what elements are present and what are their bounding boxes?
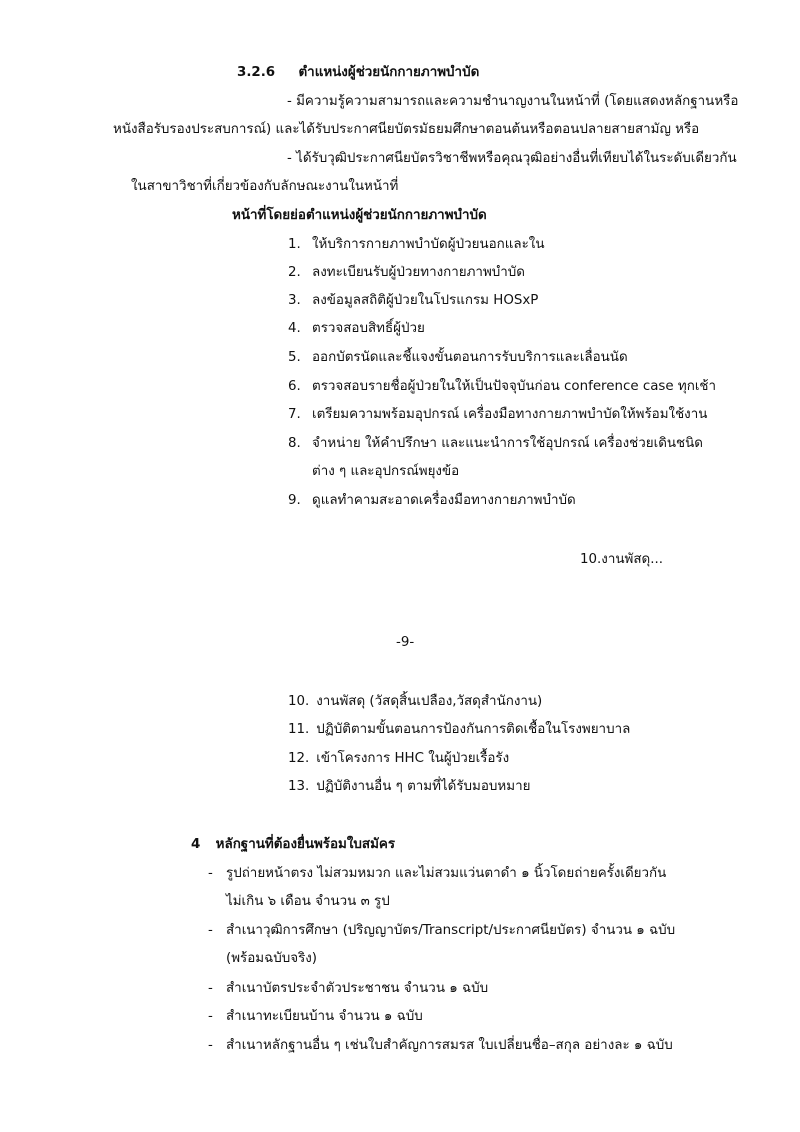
- list-item: [288, 492, 576, 510]
- list-item-number: 8.: [288, 436, 301, 451]
- list-item-text: ออกบัตรนัดและชี้แจงขั้นตอนการรับบริการและเลื่อนนัด: [312, 350, 628, 365]
- qualification-1-line-2: หนังสือรับรองประสบการณ์) และได้รับประกาศนียบัตรมัธยมศึกษาตอนต้นหรือตอนปลายสายสามัญ หรือ: [113, 122, 700, 137]
- list-item-text: ลงทะเบียนรับผู้ป่วยทางกายภาพบำบัด: [312, 265, 525, 280]
- list-item: [288, 236, 544, 254]
- list-item-number: 2.: [288, 265, 301, 280]
- bullet-dash: -: [208, 866, 213, 881]
- list-item-number: 12.: [288, 751, 310, 766]
- list-item-text: สำเนาวุฒิการศึกษา (ปริญญาบัตร/Transcript/ประกาศนียบัตร) จำนวน ๑ ฉบับ: [226, 923, 676, 938]
- list-item: [288, 264, 525, 282]
- list-item: [288, 750, 509, 768]
- list-item: [288, 406, 707, 424]
- duties-heading: หน้าที่โดยย่อตำแหน่งผู้ช่วยนักกายภาพบำบัด: [232, 208, 487, 223]
- list-item-text: รูปถ่ายหน้าตรง ไม่สวมหมวก และไม่สวมแว่นตาดำ ๑ นิ้วโดยถ่ายครั้งเดียวกัน: [226, 866, 667, 881]
- page-number: -9-: [396, 635, 415, 650]
- qualification-1-line-1: - มีความรู้ความสามารถและความชำนาญงานในหน้าที่ (โดยแสดงหลักฐานหรือ: [287, 94, 739, 109]
- list-item-number: 5.: [288, 350, 301, 365]
- list-item: [288, 349, 628, 367]
- list-item-text: งานพัสดุ (วัสดุสิ้นเปลือง,วัสดุสำนักงาน): [316, 694, 543, 709]
- list-item-text: เข้าโครงการ HHC ในผู้ป่วยเรื้อรัง: [316, 751, 510, 766]
- list-item-number: 9.: [288, 493, 301, 508]
- list-item-number: 6.: [288, 379, 301, 394]
- section-326-number: 3.2.6: [237, 65, 276, 80]
- section-4-number: 4: [191, 837, 201, 852]
- list-item: [208, 922, 675, 940]
- list-item-text: เตรียมความพร้อมอุปกรณ์ เครื่องมือทางกายภาพบำบัดให้พร้อมใช้งาน: [312, 407, 708, 422]
- list-item: [208, 865, 666, 883]
- list-item-number: 3.: [288, 293, 301, 308]
- list-item: [208, 1008, 423, 1026]
- list-item-number: 1.: [288, 237, 301, 252]
- list-item: [288, 435, 703, 453]
- qualification-2-line-2: ในสาขาวิชาที่เกี่ยวข้องกับลักษณะงานในหน้าที่: [131, 179, 399, 194]
- list-item-text: ตรวจสอบสิทธิ์ผู้ป่วย: [312, 321, 425, 336]
- section-4-title: หลักฐานที่ต้องยื่นพร้อมใบสมัคร: [215, 837, 396, 852]
- section-326-heading: [237, 64, 479, 82]
- list-item-continuation: ไม่เกิน ๖ เดือน จำนวน ๓ รูป: [226, 894, 390, 909]
- bullet-dash: -: [208, 1038, 213, 1053]
- list-item: [208, 1037, 673, 1055]
- list-item-number: 10.: [288, 694, 310, 709]
- list-item: [288, 292, 538, 310]
- list-item: [288, 320, 425, 338]
- list-item-text: สำเนาทะเบียนบ้าน จำนวน ๑ ฉบับ: [226, 1009, 423, 1024]
- list-item-text: สำเนาบัตรประจำตัวประชาชน จำนวน ๑ ฉบับ: [226, 981, 489, 996]
- list-item-text: ปฏิบัติตามขั้นตอนการป้องกันการติดเชื้อในโรงพยาบาล: [316, 722, 631, 737]
- bullet-dash: -: [208, 1009, 213, 1024]
- list-item: [288, 693, 542, 711]
- list-item: [288, 778, 530, 796]
- list-item-continuation: (พร้อมฉบับจริง): [226, 951, 318, 966]
- list-item-number: 13.: [288, 779, 310, 794]
- section-4-heading: [191, 836, 395, 854]
- list-item-number: 4.: [288, 321, 301, 336]
- list-item-text: ปฏิบัติงานอื่น ๆ ตามที่ได้รับมอบหมาย: [316, 779, 531, 794]
- list-item-text: จำหน่าย ให้คำปรึกษา และแนะนำการใช้อุปกรณ์ เครื่องช่วยเดินชนิด: [312, 436, 703, 451]
- bullet-dash: -: [208, 981, 213, 996]
- list-item-continuation: ต่าง ๆ และอุปกรณ์พยุงข้อ: [312, 464, 460, 479]
- list-item: [208, 980, 488, 998]
- list-item-number: 11.: [288, 722, 310, 737]
- bullet-dash: -: [208, 923, 213, 938]
- section-326-title: ตำแหน่งผู้ช่วยนักกายภาพบำบัด: [298, 65, 480, 80]
- list-item-text: ให้บริการกายภาพบำบัดผู้ป่วยนอกและใน: [312, 237, 545, 252]
- qualification-2-line-1: - ได้รับวุฒิประกาศนียบัตรวิชาชีพหรือคุณวุฒิอย่างอื่นที่เทียบได้ในระดับเดียวกัน: [287, 151, 737, 166]
- list-item-text: ดูแลทำคามสะอาดเครื่องมือทางกายภาพบำบัด: [312, 493, 576, 508]
- list-item-text: สำเนาหลักฐานอื่น ๆ เช่นใบสำคัญการสมรส ใบเปลี่ยนชื่อ–สกุล อย่างละ ๑ ฉบับ: [226, 1038, 673, 1053]
- list-item-text: ตรวจสอบรายชื่อผู้ป่วยในให้เป็นปัจจุบันก่อน conference case ทุกเช้า: [312, 379, 717, 394]
- continuation-marker: 10.งานพัสดุ...: [580, 552, 663, 567]
- list-item: [288, 378, 716, 396]
- list-item-text: ลงข้อมูลสถิติผู้ป่วยในโปรแกรม HOSxP: [312, 293, 539, 308]
- list-item-number: 7.: [288, 407, 301, 422]
- list-item: [288, 721, 630, 739]
